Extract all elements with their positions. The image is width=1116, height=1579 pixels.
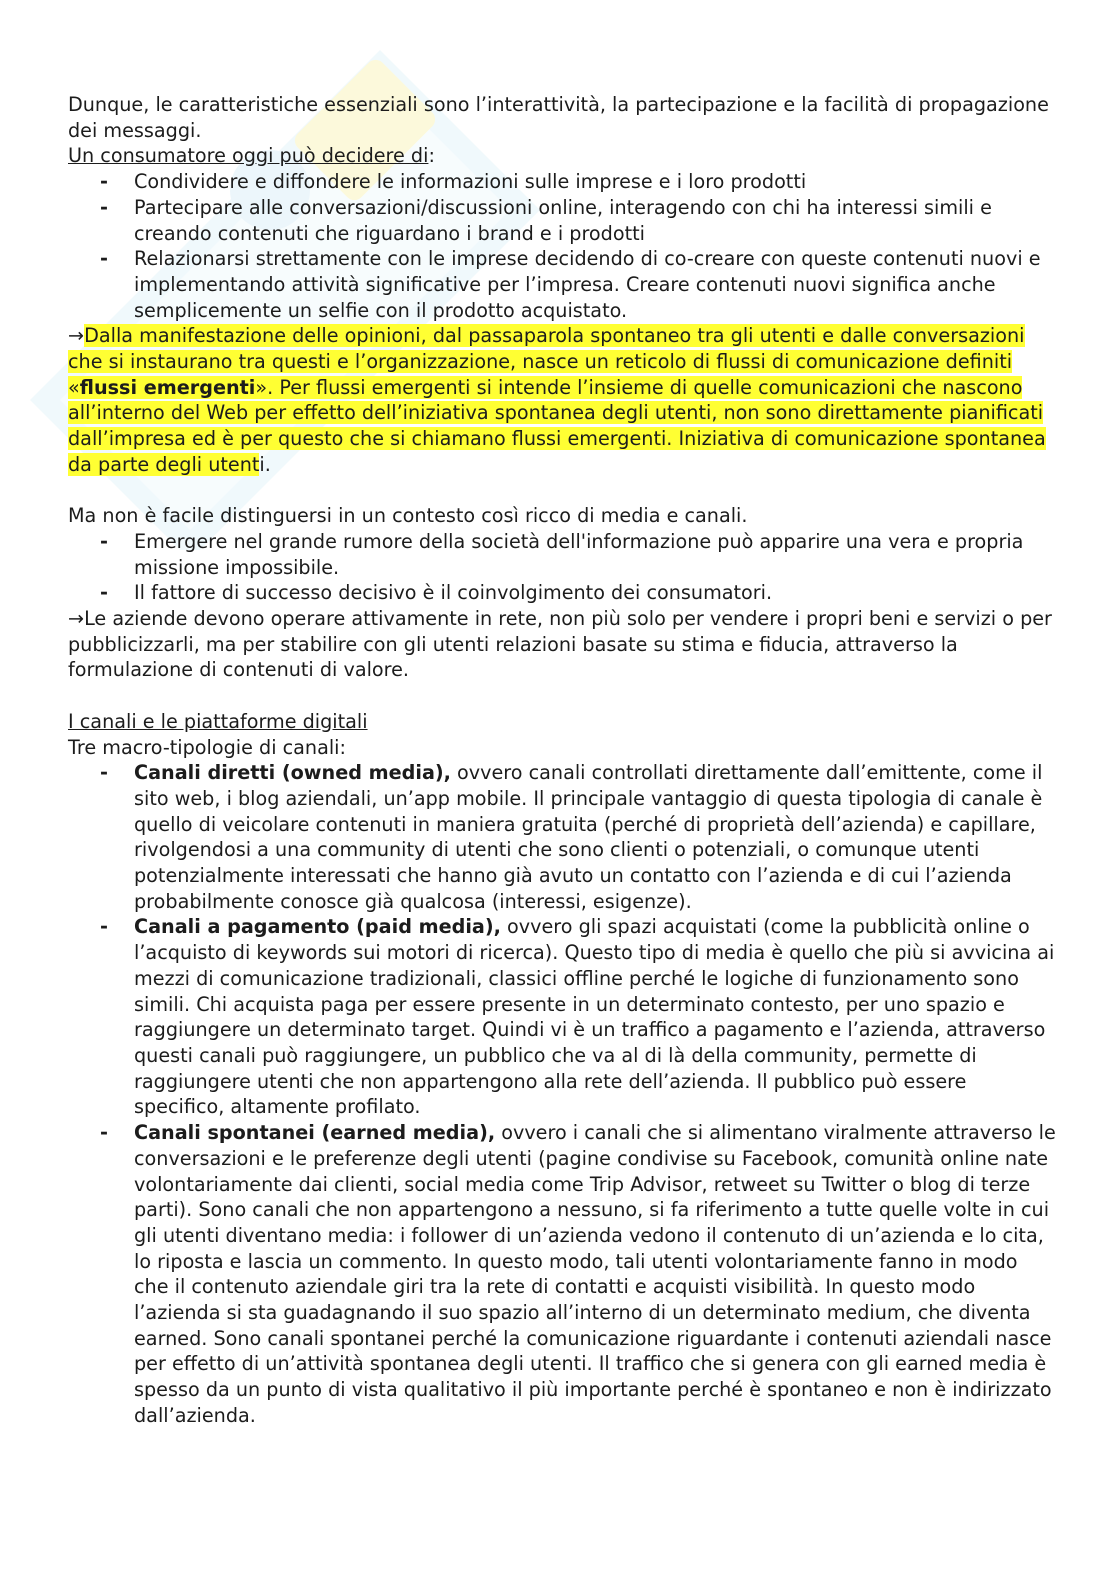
arrow-icon: → (68, 324, 85, 348)
consumer-heading: Un consumatore oggi può decidere di (68, 144, 429, 168)
distinguish-paragraph: Ma non è facile distinguersi in un contesto così ricco di media e canali. (68, 504, 748, 528)
consumer-list (68, 169, 1058, 323)
list-item: - Relazionarsi strettamente con le imprese decidendo di co-creare con queste contenuti nuovi e implementando attività significative per l’impresa. Creare contenuti nuovi significa anche semplicemente un selfie con il prodotto acquistato. (134, 246, 1058, 323)
channel-paid-media: - Canali a pagamento (paid media), ovvero gli spazi acquistati (come la pubblicità online o l’acquisto di keywords sui motori di ricerca). Questo tipo di media è quello che più si avvicina ai mezzi di comunicazione tradizionali, classici offline perché le logiche di funzionamento sono simili. Chi acquista paga per essere presente in un determinato contesto, per uno spazio e raggiungere un determinato target. Quindi vi è un traffico a pagamento e l’azienda, attraverso questi canali può raggiungere, un pubblico che va al di là della community, permette di raggiungere utenti che non appartengono alla rete dell’azienda. Il pubblico può essere specifico, altamente profilato. (134, 914, 1058, 1120)
conclusion-paragraph: →Le aziende devono operare attivamente in rete, non più solo per vendere i propri beni e servizi o per pubblicizzarli, ma per stabilire con gli utenti relazioni basate su stima e fiducia, attraverso la formulazione di contenuti di valore. (68, 607, 1052, 682)
channels-intro: Tre macro-tipologie di canali: (68, 735, 346, 759)
distinguish-list (68, 529, 1058, 606)
channel-owned-media: - Canali diretti (owned media), ovvero canali controllati direttamente dall’emittente, come il sito web, i blog aziendali, un’app mobile. Il principale vantaggio di questa tipologia di canale è quello di veicolare contenuti in maniera gratuita (perché di proprietà dell’azienda) e capillare, rivolgendosi a una community di utenti che sono clienti o potenziali, o comunque utenti potenzialmente interessati che hanno già avuto un contatto con l’azienda e di cui l’azienda probabilmente conosce già qualcosa (interessi, esigenze). (134, 760, 1058, 914)
emergent-flows-paragraph (68, 323, 1058, 477)
document-page (68, 92, 1058, 1429)
list-item: - Il fattore di successo decisivo è il coinvolgimento dei consumatori. (134, 580, 1058, 606)
text-end: i. (259, 452, 271, 476)
list-item: - Partecipare alle conversazioni/discussioni online, interagendo con chi ha interessi simili e creando contenuti che riguardano i brand e i prodotti (134, 195, 1058, 246)
intro-paragraph: Dunque, le caratteristiche essenziali sono l’interattività, la partecipazione e la facilità di propagazione dei messaggi. (68, 93, 1049, 142)
arrow-icon: → (68, 607, 85, 631)
list-item: - Condividere e diffondere le informazioni sulle imprese e i loro prodotti (134, 169, 1058, 195)
channel-title: Canali a pagamento (paid media), (134, 915, 501, 939)
channel-title: Canali spontanei (earned media), (134, 1121, 496, 1145)
section-heading: I canali e le piattaforme digitali (68, 709, 368, 733)
consumer-heading-colon: : (428, 144, 435, 168)
consumer-heading-line (68, 143, 1058, 169)
channel-earned-media: - Canali spontanei (earned media), ovvero i canali che si alimentano viralmente attraverso le conversazioni e le preferenze degli utenti (pagine condivise su Facebook, comunità online nate volontariamente dai clienti, social media come Trip Advisor, retweet su Twitter o blog di terze parti). Sono canali che non appartengono a nessuno, si fa riferimento a tutte quelle volte in cui gli utenti diventano media: i follower di un’azienda vedono il contenuto di un’azienda e lo cita, lo riposta e lascia un commento. In questo modo, tali utenti volontariamente fanno in modo che il contenuto aziendale giri tra la rete di contatti e acquisti visibilità. In questo modo l’azienda si sta guadagnando il suo spazio all’interno di un determinato medium, che diventa earned. Sono canali spontanei perché la comunicazione riguardante i contenuti aziendali nasce per effetto di un’attività spontanea degli utenti. Il traffico che si genera con gli earned media è spesso da un punto di vista qualitativo il più importante perché è spontaneo e non è indirizzato dall’azienda. (134, 1120, 1058, 1428)
channel-title: Canali diretti (owned media), (134, 761, 451, 785)
bold-term: flussi emergenti (79, 375, 256, 399)
list-item: - Emergere nel grande rumore della società dell'informazione può apparire una vera e propria missione impossibile. (134, 529, 1058, 580)
channels-list (68, 760, 1058, 1428)
highlighted-text: Dalla manifestazione delle opinioni, dal passaparola spontaneo tra gli utenti e dalle conversazioni che si instaurano tra questi e l’organizzazione, nasce un reticolo di flussi di comunicazione definiti «flussi emergenti». Per flussi emergenti si intende l’insieme di quelle comunicazioni che nascono all’interno del Web per effetto dell’iniziativa spontanea degli utenti, non sono direttamente pianificati dall’impresa ed è per questo che si chiamano flussi emergenti. Iniziativa di comunicazione spontanea da parte degli utent (68, 324, 1046, 476)
